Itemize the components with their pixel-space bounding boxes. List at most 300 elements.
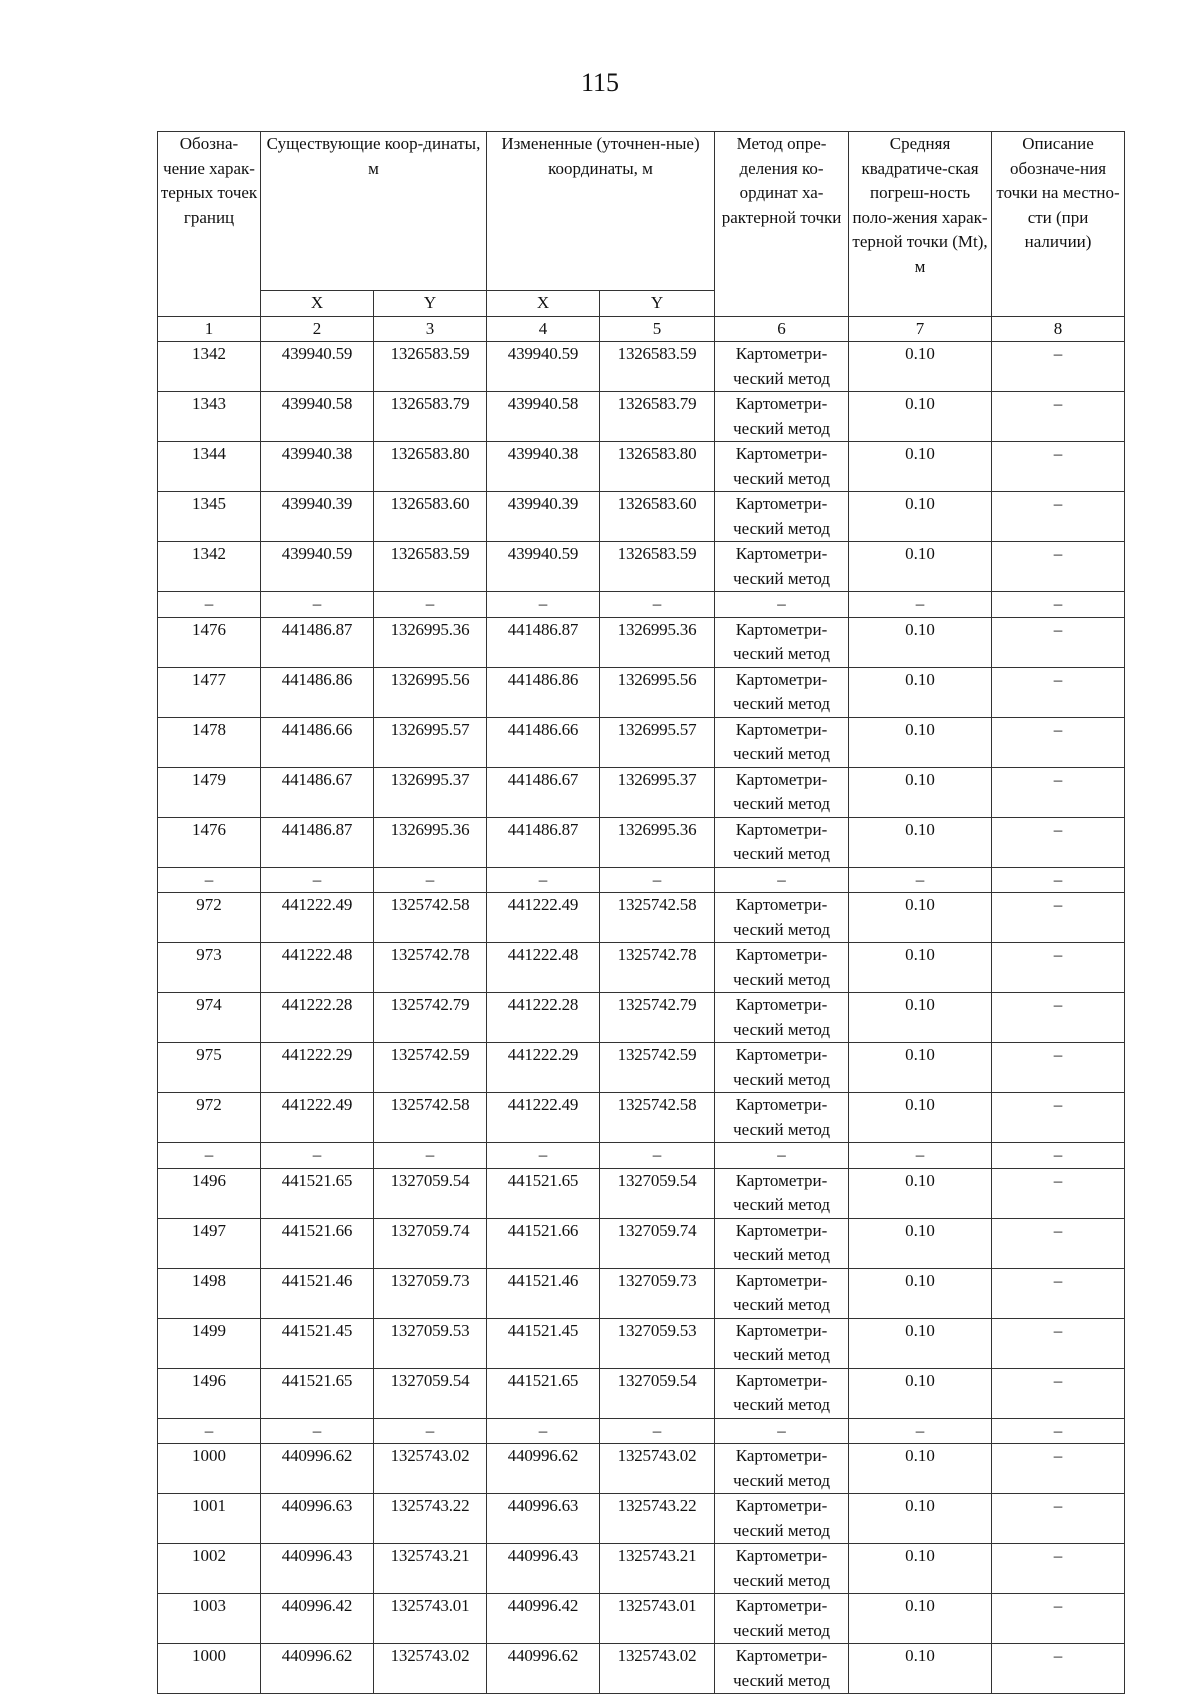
method-cell: [715, 667, 849, 717]
point-id-cell: 1002: [158, 1544, 261, 1594]
changed-y-cell: 1327059.54: [600, 1168, 715, 1218]
description-cell: –: [992, 1368, 1125, 1418]
description-cell: –: [992, 392, 1125, 442]
error-cell: 0.10: [849, 1368, 992, 1418]
table-row: [158, 1544, 1125, 1594]
point-id-cell: 1476: [158, 817, 261, 867]
table-row: [158, 1594, 1125, 1644]
method-cell: [715, 442, 849, 492]
changed-x-cell: 441521.66: [487, 1218, 600, 1268]
separator-dash: –: [374, 867, 487, 893]
error-cell: 0.10: [849, 1544, 992, 1594]
existing-y-cell: 1326995.37: [374, 767, 487, 817]
method-text-line: Картометри-: [735, 344, 828, 363]
existing-x-cell: 440996.62: [261, 1644, 374, 1694]
changed-y-cell: 1325743.01: [600, 1594, 715, 1644]
existing-y-cell: 1325743.22: [374, 1494, 487, 1544]
separator-row: [158, 592, 1125, 618]
method-text-line: ческий метод: [733, 1345, 830, 1364]
description-cell: –: [992, 893, 1125, 943]
existing-x-cell: 441521.46: [261, 1268, 374, 1318]
table-row: [158, 993, 1125, 1043]
existing-x-cell: 441486.87: [261, 817, 374, 867]
changed-y-cell: 1327059.53: [600, 1318, 715, 1368]
existing-x-cell: 440996.43: [261, 1544, 374, 1594]
description-cell: –: [992, 1318, 1125, 1368]
method-cell: [715, 1168, 849, 1218]
existing-y-cell: 1325743.01: [374, 1594, 487, 1644]
method-text-line: ческий метод: [733, 969, 830, 989]
changed-x-cell: 441521.46: [487, 1268, 600, 1318]
separator-dash: –: [261, 1143, 374, 1169]
changed-x-cell: 441486.87: [487, 617, 600, 667]
table-row: [158, 442, 1125, 492]
method-text-line: ческий метод: [733, 844, 830, 863]
existing-y-cell: 1326995.36: [374, 817, 487, 867]
description-cell: –: [992, 492, 1125, 542]
method-text-line: Картометри-: [735, 1646, 828, 1665]
column-number: 3: [374, 316, 487, 342]
method-cell: [715, 993, 849, 1043]
error-cell: 0.10: [849, 717, 992, 767]
existing-x-cell: 439940.59: [261, 542, 374, 592]
existing-x-cell: 439940.39: [261, 492, 374, 542]
method-text-line: Картометри-: [735, 1370, 828, 1390]
existing-x-cell: 441521.45: [261, 1318, 374, 1368]
error-cell: 0.10: [849, 1218, 992, 1268]
method-text-line: ческий метод: [733, 1195, 830, 1214]
existing-x-cell: 439940.59: [261, 342, 374, 392]
header-existing-x: X: [261, 291, 374, 317]
method-cell: [715, 1268, 849, 1318]
header-existing-coordinates: Существующие коор-динаты, м: [261, 132, 487, 291]
changed-y-cell: 1325742.58: [600, 893, 715, 943]
point-id-cell: 1000: [158, 1644, 261, 1694]
changed-x-cell: 439940.58: [487, 392, 600, 442]
changed-y-cell: 1326583.79: [600, 392, 715, 442]
separator-dash: –: [487, 592, 600, 618]
method-text-line: Картометри-: [735, 444, 828, 463]
table-row: [158, 392, 1125, 442]
header-changed-x: X: [487, 291, 600, 317]
existing-y-cell: 1325743.02: [374, 1644, 487, 1694]
description-cell: –: [992, 1494, 1125, 1544]
existing-y-cell: 1327059.74: [374, 1218, 487, 1268]
method-text-line: Картометри-: [735, 1095, 828, 1114]
point-id-cell: 1342: [158, 342, 261, 392]
table-row: [158, 1318, 1125, 1368]
existing-y-cell: 1326995.56: [374, 667, 487, 717]
separator-dash: –: [261, 867, 374, 893]
existing-y-cell: 1327059.54: [374, 1168, 487, 1218]
method-text-line: ческий метод: [733, 1520, 830, 1540]
table-row: [158, 893, 1125, 943]
point-id-cell: 1498: [158, 1268, 261, 1318]
table-row: [158, 1218, 1125, 1268]
point-id-cell: 1344: [158, 442, 261, 492]
changed-x-cell: 440996.42: [487, 1594, 600, 1644]
method-text-line: Картометри-: [735, 1546, 828, 1565]
method-cell: [715, 342, 849, 392]
point-id-cell: 1001: [158, 1494, 261, 1544]
description-cell: –: [992, 1444, 1125, 1494]
table-row: [158, 1368, 1125, 1418]
method-text-line: Картометри-: [735, 719, 828, 739]
method-cell: [715, 1644, 849, 1694]
header-designation: Обозна-чение харак-терных точек границ: [158, 132, 261, 317]
changed-x-cell: 441222.29: [487, 1043, 600, 1093]
changed-x-cell: 441222.49: [487, 1093, 600, 1143]
point-id-cell: 972: [158, 1093, 261, 1143]
separator-dash: –: [849, 592, 992, 618]
method-cell: [715, 767, 849, 817]
changed-x-cell: 439940.59: [487, 342, 600, 392]
description-cell: –: [992, 1043, 1125, 1093]
method-text-line: Картометри-: [735, 1045, 828, 1064]
description-cell: –: [992, 817, 1125, 867]
error-cell: 0.10: [849, 1594, 992, 1644]
point-id-cell: 975: [158, 1043, 261, 1093]
table-row: [158, 767, 1125, 817]
existing-x-cell: 441486.87: [261, 617, 374, 667]
changed-x-cell: 441521.65: [487, 1368, 600, 1418]
separator-dash: –: [715, 867, 849, 893]
table-row: [158, 1268, 1125, 1318]
method-text-line: ческий метод: [733, 568, 830, 588]
existing-x-cell: 440996.42: [261, 1594, 374, 1644]
separator-dash: –: [715, 1143, 849, 1169]
existing-y-cell: 1326583.59: [374, 542, 487, 592]
method-text-line: Картометри-: [735, 1170, 828, 1190]
method-cell: [715, 1444, 849, 1494]
separator-dash: –: [992, 867, 1125, 893]
method-text-line: Картометри-: [735, 1446, 828, 1465]
existing-x-cell: 441486.66: [261, 717, 374, 767]
method-text-line: Картометри-: [735, 544, 828, 563]
changed-x-cell: 440996.63: [487, 1494, 600, 1544]
changed-x-cell: 441486.66: [487, 717, 600, 767]
header-description: Описание обозначе-ния точки на местно-сти (при наличии): [992, 132, 1125, 317]
changed-x-cell: 441521.65: [487, 1168, 600, 1218]
error-cell: 0.10: [849, 1093, 992, 1143]
separator-dash: –: [158, 1143, 261, 1169]
method-text-line: Картометри-: [735, 945, 828, 964]
changed-x-cell: 440996.62: [487, 1644, 600, 1694]
method-text-line: ческий метод: [733, 694, 830, 713]
method-text-line: ческий метод: [733, 1670, 830, 1690]
description-cell: –: [992, 1218, 1125, 1268]
method-cell: [715, 617, 849, 667]
separator-dash: –: [487, 867, 600, 893]
method-cell: [715, 1218, 849, 1268]
method-cell: [715, 893, 849, 943]
changed-x-cell: 439940.59: [487, 542, 600, 592]
method-text-line: Картометри-: [735, 995, 828, 1014]
existing-x-cell: 441222.49: [261, 893, 374, 943]
method-text-line: ческий метод: [733, 518, 830, 538]
method-text-line: Картометри-: [735, 1596, 828, 1615]
method-text-line: Картометри-: [735, 494, 828, 513]
error-cell: 0.10: [849, 1168, 992, 1218]
changed-y-cell: 1325742.79: [600, 993, 715, 1043]
error-cell: 0.10: [849, 442, 992, 492]
point-id-cell: 1496: [158, 1368, 261, 1418]
changed-y-cell: 1326583.80: [600, 442, 715, 492]
changed-y-cell: 1325742.78: [600, 943, 715, 993]
existing-y-cell: 1327059.54: [374, 1368, 487, 1418]
point-id-cell: 972: [158, 893, 261, 943]
page-number: 115: [580, 68, 620, 97]
separator-dash: –: [158, 592, 261, 618]
description-cell: –: [992, 442, 1125, 492]
changed-y-cell: 1325743.21: [600, 1544, 715, 1594]
existing-x-cell: 441222.48: [261, 943, 374, 993]
separator-dash: –: [715, 1418, 849, 1444]
changed-y-cell: 1325743.22: [600, 1494, 715, 1544]
error-cell: 0.10: [849, 1494, 992, 1544]
existing-y-cell: 1325743.21: [374, 1544, 487, 1594]
method-text-line: ческий метод: [733, 1119, 830, 1139]
existing-x-cell: 441521.66: [261, 1218, 374, 1268]
separator-dash: –: [261, 592, 374, 618]
method-text-line: ческий метод: [733, 1245, 830, 1264]
table-row: [158, 492, 1125, 542]
changed-y-cell: 1326583.60: [600, 492, 715, 542]
column-number: 2: [261, 316, 374, 342]
changed-y-cell: 1325743.02: [600, 1444, 715, 1494]
method-text-line: Картометри-: [735, 769, 828, 789]
existing-y-cell: 1326583.80: [374, 442, 487, 492]
description-cell: –: [992, 717, 1125, 767]
separator-dash: –: [600, 867, 715, 893]
separator-dash: –: [849, 1143, 992, 1169]
table-row: [158, 617, 1125, 667]
error-cell: 0.10: [849, 893, 992, 943]
separator-dash: –: [600, 592, 715, 618]
method-cell: [715, 943, 849, 993]
description-cell: –: [992, 667, 1125, 717]
method-text-line: Картометри-: [735, 1320, 828, 1340]
method-text-line: Картометри-: [735, 1496, 828, 1515]
point-id-cell: 973: [158, 943, 261, 993]
existing-x-cell: 441222.29: [261, 1043, 374, 1093]
separator-dash: –: [992, 1143, 1125, 1169]
description-cell: –: [992, 1093, 1125, 1143]
description-cell: –: [992, 993, 1125, 1043]
point-id-cell: 1003: [158, 1594, 261, 1644]
point-id-cell: 1476: [158, 617, 261, 667]
existing-x-cell: 439940.58: [261, 392, 374, 442]
method-text-line: Картометри-: [735, 669, 828, 689]
error-cell: 0.10: [849, 1444, 992, 1494]
method-cell: [715, 1494, 849, 1544]
point-id-cell: 1342: [158, 542, 261, 592]
description-cell: –: [992, 617, 1125, 667]
description-cell: –: [992, 1168, 1125, 1218]
existing-y-cell: 1327059.73: [374, 1268, 487, 1318]
method-cell: [715, 1594, 849, 1644]
separator-dash: –: [849, 1418, 992, 1444]
existing-x-cell: 440996.62: [261, 1444, 374, 1494]
existing-x-cell: 441521.65: [261, 1368, 374, 1418]
description-cell: –: [992, 943, 1125, 993]
error-cell: 0.10: [849, 993, 992, 1043]
changed-x-cell: 441222.48: [487, 943, 600, 993]
changed-y-cell: 1326995.36: [600, 617, 715, 667]
separator-row: [158, 867, 1125, 893]
separator-dash: –: [158, 1418, 261, 1444]
point-id-cell: 1343: [158, 392, 261, 442]
changed-x-cell: 441521.45: [487, 1318, 600, 1368]
method-text-line: ческий метод: [733, 1620, 830, 1640]
error-cell: 0.10: [849, 342, 992, 392]
existing-x-cell: 441486.67: [261, 767, 374, 817]
changed-x-cell: 440996.62: [487, 1444, 600, 1494]
error-cell: 0.10: [849, 492, 992, 542]
method-cell: [715, 492, 849, 542]
separator-row: [158, 1143, 1125, 1169]
method-text-line: ческий метод: [733, 644, 830, 663]
method-text-line: Картометри-: [735, 1270, 828, 1290]
point-id-cell: 1345: [158, 492, 261, 542]
changed-x-cell: 441486.67: [487, 767, 600, 817]
existing-x-cell: 441486.86: [261, 667, 374, 717]
changed-y-cell: 1326583.59: [600, 342, 715, 392]
method-cell: [715, 1544, 849, 1594]
changed-y-cell: 1326583.59: [600, 542, 715, 592]
changed-y-cell: 1327059.54: [600, 1368, 715, 1418]
method-text-line: Картометри-: [735, 895, 828, 914]
column-number: 6: [715, 316, 849, 342]
changed-y-cell: 1327059.74: [600, 1218, 715, 1268]
changed-x-cell: 441222.49: [487, 893, 600, 943]
method-text-line: ческий метод: [733, 418, 830, 438]
error-cell: 0.10: [849, 1644, 992, 1694]
method-text-line: ческий метод: [733, 468, 830, 488]
separator-dash: –: [374, 592, 487, 618]
table-row: [158, 1494, 1125, 1544]
description-cell: –: [992, 542, 1125, 592]
method-text-line: ческий метод: [733, 368, 830, 388]
error-cell: 0.10: [849, 392, 992, 442]
description-cell: –: [992, 1644, 1125, 1694]
existing-y-cell: 1326995.36: [374, 617, 487, 667]
existing-y-cell: 1326583.60: [374, 492, 487, 542]
header-error: Средняя квадратиче-ская погреш-ность поло-жения харак-терной точки (Mt), м: [849, 132, 992, 317]
existing-x-cell: 441222.28: [261, 993, 374, 1043]
existing-y-cell: 1325742.59: [374, 1043, 487, 1093]
table-row: [158, 1168, 1125, 1218]
point-id-cell: 1477: [158, 667, 261, 717]
changed-y-cell: 1325743.02: [600, 1644, 715, 1694]
separator-dash: –: [600, 1418, 715, 1444]
separator-dash: –: [992, 1418, 1125, 1444]
separator-dash: –: [374, 1418, 487, 1444]
existing-x-cell: 441521.65: [261, 1168, 374, 1218]
error-cell: 0.10: [849, 817, 992, 867]
description-cell: –: [992, 1268, 1125, 1318]
column-number: 5: [600, 316, 715, 342]
method-text-line: ческий метод: [733, 1019, 830, 1039]
changed-y-cell: 1326995.56: [600, 667, 715, 717]
separator-row: [158, 1418, 1125, 1444]
changed-y-cell: 1325742.58: [600, 1093, 715, 1143]
description-cell: –: [992, 1544, 1125, 1594]
point-id-cell: 1000: [158, 1444, 261, 1494]
existing-x-cell: 440996.63: [261, 1494, 374, 1544]
existing-y-cell: 1325742.79: [374, 993, 487, 1043]
table-row: [158, 717, 1125, 767]
method-text-line: Картометри-: [735, 819, 828, 839]
method-text-line: ческий метод: [733, 1395, 830, 1414]
point-id-cell: 974: [158, 993, 261, 1043]
changed-x-cell: 441486.87: [487, 817, 600, 867]
existing-y-cell: 1325742.58: [374, 893, 487, 943]
changed-y-cell: 1325742.59: [600, 1043, 715, 1093]
separator-dash: –: [487, 1418, 600, 1444]
point-id-cell: 1479: [158, 767, 261, 817]
changed-x-cell: 439940.38: [487, 442, 600, 492]
table-row: [158, 817, 1125, 867]
method-text-line: Картометри-: [735, 619, 828, 639]
existing-x-cell: 441222.49: [261, 1093, 374, 1143]
separator-dash: –: [374, 1143, 487, 1169]
column-number: 4: [487, 316, 600, 342]
separator-dash: –: [158, 867, 261, 893]
separator-dash: –: [600, 1143, 715, 1169]
error-cell: 0.10: [849, 1043, 992, 1093]
header-changed-y: Y: [600, 291, 715, 317]
method-text-line: ческий метод: [733, 1069, 830, 1089]
error-cell: 0.10: [849, 542, 992, 592]
existing-y-cell: 1327059.53: [374, 1318, 487, 1368]
method-cell: [715, 1093, 849, 1143]
header-changed-coordinates: Измененные (уточнен-ные) координаты, м: [487, 132, 715, 291]
existing-y-cell: 1326583.59: [374, 342, 487, 392]
table-row: [158, 342, 1125, 392]
error-cell: 0.10: [849, 617, 992, 667]
method-text-line: ческий метод: [733, 919, 830, 939]
error-cell: 0.10: [849, 667, 992, 717]
table-body: [158, 342, 1125, 1694]
error-cell: 0.10: [849, 1268, 992, 1318]
method-text-line: Картометри-: [735, 1220, 828, 1240]
method-text-line: ческий метод: [733, 1470, 830, 1490]
column-number: 7: [849, 316, 992, 342]
column-number: 8: [992, 316, 1125, 342]
point-id-cell: 1499: [158, 1318, 261, 1368]
existing-y-cell: 1325742.58: [374, 1093, 487, 1143]
method-text-line: ческий метод: [733, 1295, 830, 1314]
separator-dash: –: [992, 592, 1125, 618]
existing-y-cell: 1326583.79: [374, 392, 487, 442]
header-method: Метод опре-деления ко-ординат ха-рактерной точки: [715, 132, 849, 317]
changed-y-cell: 1326995.37: [600, 767, 715, 817]
description-cell: –: [992, 767, 1125, 817]
method-cell: [715, 1318, 849, 1368]
method-cell: [715, 1043, 849, 1093]
table-row: [158, 1644, 1125, 1694]
changed-x-cell: 440996.43: [487, 1544, 600, 1594]
error-cell: 0.10: [849, 1318, 992, 1368]
point-id-cell: 1496: [158, 1168, 261, 1218]
method-text-line: ческий метод: [733, 794, 830, 813]
method-cell: [715, 717, 849, 767]
error-cell: 0.10: [849, 767, 992, 817]
changed-y-cell: 1327059.73: [600, 1268, 715, 1318]
table-row: [158, 1444, 1125, 1494]
description-cell: –: [992, 342, 1125, 392]
